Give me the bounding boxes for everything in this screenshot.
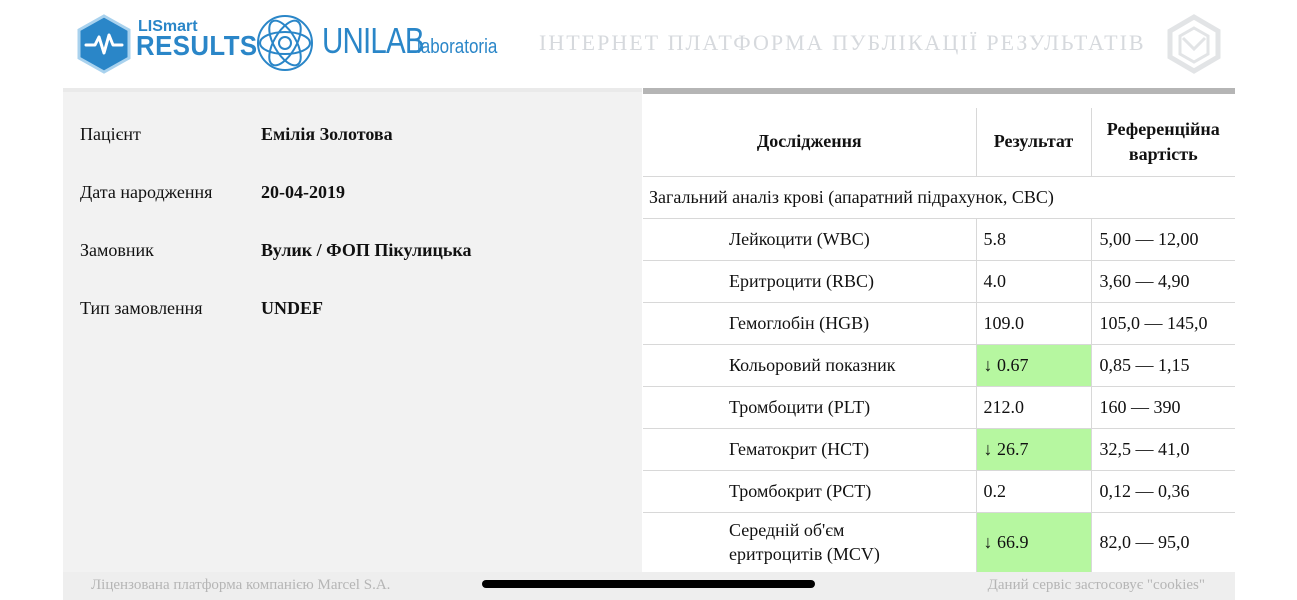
footer-cookies-link[interactable]: Даний сервіс застосовує "cookies"	[987, 577, 1205, 593]
patient-name-value: Емілія Золотова	[261, 124, 393, 144]
birthdate-value: 20-04-2019	[261, 182, 345, 202]
platform-title: ІНТЕРНЕТ ПЛАТФОРМА ПУБЛІКАЦІЇ РЕЗУЛЬТАТІВ	[539, 30, 1146, 55]
lismart-brand-small: LISmart	[138, 18, 198, 35]
group-title: Загальний аналіз крові (апаратний підрахунок, CBC)	[643, 176, 1235, 218]
test-result: 212.0	[976, 386, 1091, 428]
test-reference: 160 — 390	[1091, 386, 1235, 428]
lismart-logo-icon[interactable]	[76, 14, 132, 74]
lismart-brand-big: RESULTS	[136, 30, 258, 61]
results-panel[interactable]	[643, 88, 1235, 572]
table-row	[643, 344, 1235, 386]
patient-info-panel	[63, 88, 642, 572]
results-panel-top-bar	[643, 88, 1235, 94]
table-row	[643, 260, 1235, 302]
column-header-reference: Референційна вартість	[1091, 108, 1235, 176]
birthdate-label: Дата народження	[80, 182, 213, 202]
unilab-brand: UNILAB	[322, 20, 424, 61]
patient-name-label: Пацієнт	[80, 124, 141, 144]
table-row	[643, 218, 1235, 260]
header	[0, 0, 1297, 88]
order-type-value: UNDEF	[261, 298, 323, 318]
test-reference: 82,0 — 95,0	[1091, 512, 1235, 572]
test-name: Еритроцити (RBC)	[643, 260, 976, 302]
test-reference: 0,12 — 0,36	[1091, 470, 1235, 512]
test-name: Гематокрит (HCT)	[643, 428, 976, 470]
customer-label: Замовник	[80, 240, 154, 260]
unilab-brand-sub: laboratoria	[417, 36, 498, 58]
order-type-label: Тип замовлення	[80, 298, 203, 318]
test-result-low: ↓ 66.9	[976, 512, 1091, 572]
shield-logo-icon	[1166, 14, 1222, 74]
test-reference: 105,0 — 145,0	[1091, 302, 1235, 344]
test-reference: 0,85 — 1,15	[1091, 344, 1235, 386]
test-reference: 5,00 — 12,00	[1091, 218, 1235, 260]
column-header-test: Дослідження	[643, 108, 976, 176]
test-reference: 32,5 — 41,0	[1091, 428, 1235, 470]
panel-top-line	[63, 88, 642, 92]
test-result: 5.8	[976, 218, 1091, 260]
home-indicator[interactable]	[482, 580, 815, 588]
table-header-row	[643, 108, 1235, 176]
table-row	[643, 386, 1235, 428]
test-name: Тромбоцити (PLT)	[643, 386, 976, 428]
table-row	[643, 512, 1235, 572]
column-header-result: Результат	[976, 108, 1091, 176]
table-row	[643, 302, 1235, 344]
test-reference: 3,60 — 4,90	[1091, 260, 1235, 302]
test-name: Кольоровий показник	[643, 344, 976, 386]
results-table	[643, 108, 1235, 572]
test-result: 0.2	[976, 470, 1091, 512]
test-name: Тромбокрит (PCT)	[643, 470, 976, 512]
test-name	[643, 512, 976, 572]
table-row	[643, 428, 1235, 470]
table-row	[643, 470, 1235, 512]
group-row	[643, 176, 1235, 218]
footer-license-text: Ліцензована платформа компанією Marcel S.A.	[91, 577, 391, 593]
test-name: Гемоглобін (HGB)	[643, 302, 976, 344]
test-name: Лейкоцити (WBC)	[643, 218, 976, 260]
customer-value: Вулик / ФОП Пікулицька	[261, 240, 472, 260]
test-result: 4.0	[976, 260, 1091, 302]
test-name-line1: Середній об'єм	[729, 520, 845, 540]
test-result-low: ↓ 0.67	[976, 344, 1091, 386]
unilab-logo-icon[interactable]	[255, 13, 315, 73]
test-result-low: ↓ 26.7	[976, 428, 1091, 470]
test-result: 109.0	[976, 302, 1091, 344]
test-name-line2: еритроцитів (MCV)	[729, 544, 880, 564]
